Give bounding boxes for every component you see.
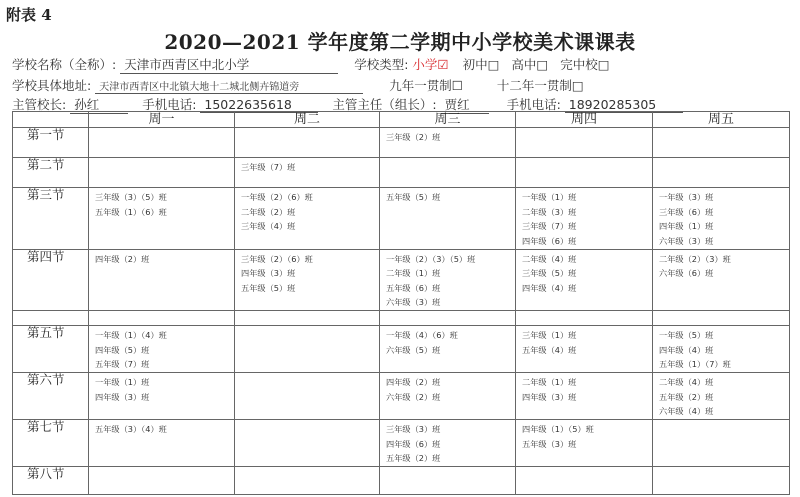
- schedule-cell: [235, 158, 380, 188]
- class-entry: 五年级（6）班: [386, 282, 441, 293]
- class-entry: 五年级（1）（7）班: [659, 359, 731, 370]
- header-day: 周五: [653, 112, 790, 128]
- period-label: 第五节: [13, 326, 89, 373]
- period-row: [13, 158, 790, 188]
- schedule-cell: [516, 326, 653, 373]
- header-corner: [13, 112, 89, 128]
- class-entry: 二年级（3）班: [522, 206, 577, 217]
- class-entry: 六年级（5）班: [386, 344, 441, 355]
- class-entry: 一年级（1）班: [95, 377, 150, 388]
- schedule-cell: [653, 373, 790, 420]
- class-entry: 四年级（1）（5）班: [522, 423, 594, 434]
- schedule-cell: [653, 326, 790, 373]
- period-row: [13, 326, 790, 373]
- type-high-option[interactable]: 高中□: [511, 57, 549, 72]
- schedule-cell: [380, 249, 516, 311]
- class-entry: 三年级（2）班: [386, 132, 441, 142]
- class-entry: 五年级（1）（6）班: [95, 206, 167, 217]
- principal-label: 主管校长:: [12, 97, 67, 112]
- class-entry: 一年级（5）班: [659, 330, 714, 341]
- director-label: 主管主任（组长）:: [332, 97, 437, 112]
- class-entry: 五年级（5）班: [241, 282, 296, 293]
- class-entry: 五年级（7）班: [95, 359, 150, 370]
- schedule-cell: [380, 188, 516, 250]
- class-entry: 一年级（2）（3）（5）班: [386, 253, 476, 264]
- class-entry: 四年级（1）班: [659, 221, 714, 232]
- class-entry: 三年级（5）班: [522, 268, 577, 279]
- period-label: 第八节: [13, 466, 89, 494]
- schedule-cell: [235, 419, 380, 466]
- schedule-cell: [89, 311, 235, 326]
- address-value: 天津市西青区中北镇大地十二城北侧卉锦道旁: [95, 78, 363, 94]
- schedule-cell: [235, 466, 380, 494]
- class-entry: 五年级（3）班: [522, 438, 577, 449]
- class-entry: 五年级（3）（4）班: [95, 423, 167, 434]
- schedule-cell: [89, 326, 235, 373]
- class-entry: 三年级（3）（5）班: [95, 192, 167, 203]
- schedule-cell: [380, 311, 516, 326]
- header-row: [13, 112, 790, 128]
- period-row: [13, 419, 790, 466]
- class-entry: 四年级（6）班: [386, 438, 441, 449]
- director-phone-label: 手机电话:: [506, 97, 561, 112]
- class-entry: 一年级（2）（6）班: [241, 192, 313, 203]
- schedule-cell: [235, 188, 380, 250]
- type-middle-option[interactable]: 初中□: [462, 57, 500, 72]
- period-row: [13, 128, 790, 158]
- class-entry: 六年级（3）班: [659, 235, 714, 246]
- schedule-cell: [89, 373, 235, 420]
- class-entry: 三年级（6）班: [659, 206, 714, 217]
- header-day: 周一: [89, 112, 235, 128]
- schedule-cell: [653, 419, 790, 466]
- school-name-label: 学校名称（全称）:: [12, 57, 117, 72]
- class-entry: 五年级（5）班: [386, 192, 441, 203]
- schedule-cell: [516, 419, 653, 466]
- schedule-cell: [516, 128, 653, 158]
- school-type-label: 学校类型:: [354, 57, 409, 72]
- schedule-cell: [380, 373, 516, 420]
- schedule-cell: [516, 249, 653, 311]
- class-entry: 六年级（3）班: [386, 297, 441, 308]
- schedule-cell: [653, 311, 790, 326]
- class-entry: 四年级（2）班: [95, 253, 150, 264]
- schedule-cell: [516, 466, 653, 494]
- class-entry: 四年级（3）班: [241, 268, 296, 279]
- class-entry: 二年级（1）班: [522, 377, 577, 388]
- class-entry: 六年级（2）班: [386, 391, 441, 402]
- class-entry: 四年级（3）班: [95, 391, 150, 402]
- class-entry: 一年级（4）（6）班: [386, 330, 458, 341]
- period-label: 第七节: [13, 419, 89, 466]
- period-label: 第三节: [13, 188, 89, 250]
- class-entry: 二年级（2）（3）班: [659, 253, 731, 264]
- class-entry: 二年级（4）班: [522, 253, 577, 264]
- schedule-cell: [89, 188, 235, 250]
- class-entry: 四年级（6）班: [522, 235, 577, 246]
- schedule-table: [12, 111, 790, 495]
- class-entry: 四年级（4）班: [522, 282, 577, 293]
- schedule-cell: [380, 128, 516, 158]
- period-label: 第二节: [13, 158, 89, 188]
- schedule-cell: [653, 158, 790, 188]
- class-entry: 三年级（7）班: [241, 162, 296, 173]
- principal-phone-label: 手机电话:: [142, 97, 197, 112]
- page-title: 2020—2021 学年度第二学期中小学校美术课课表: [164, 30, 636, 54]
- class-entry: 六年级（6）班: [659, 268, 714, 279]
- schedule-cell: [89, 158, 235, 188]
- address-line: [12, 76, 584, 94]
- schedule-cell: [235, 249, 380, 311]
- schedule-cell: [380, 419, 516, 466]
- principal-phone-value: 15022635618: [200, 97, 318, 113]
- class-entry: 五年级（2）班: [659, 391, 714, 402]
- period-label: [13, 311, 89, 326]
- period-label: 第四节: [13, 249, 89, 311]
- class-entry: 二年级（2）班: [241, 206, 296, 217]
- class-entry: 二年级（4）班: [659, 377, 714, 388]
- period-row: [13, 188, 790, 250]
- class-entry: 一年级（1）（4）班: [95, 330, 167, 341]
- schedule-cell: [235, 128, 380, 158]
- period-row: [13, 373, 790, 420]
- class-entry: 一年级（1）班: [522, 192, 577, 203]
- schedule-cell: [235, 311, 380, 326]
- schedule-cell: [89, 466, 235, 494]
- address-label: 学校具体地址:: [12, 78, 92, 93]
- principal-value: 孙红: [70, 95, 128, 114]
- class-entry: 三年级（3）班: [386, 423, 441, 434]
- schedule-cell: [516, 158, 653, 188]
- period-label: 第六节: [13, 373, 89, 420]
- appendix-label: 附表 4: [6, 6, 52, 24]
- schedule-cell: [235, 373, 380, 420]
- schedule-cell: [653, 466, 790, 494]
- schedule-cell: [380, 158, 516, 188]
- schedule-cell: [235, 326, 380, 373]
- class-entry: 三年级（4）班: [241, 221, 296, 232]
- schedule-cell: [653, 128, 790, 158]
- schedule-cell: [516, 373, 653, 420]
- director-value: 贾红: [441, 95, 489, 114]
- schedule-cell: [380, 326, 516, 373]
- schedule-cell: [516, 188, 653, 250]
- header-day: 周三: [380, 112, 516, 128]
- director-phone-value: 18920285305: [565, 97, 683, 113]
- schedule-cell: [89, 128, 235, 158]
- period-row: [13, 466, 790, 494]
- schedule-cell: [380, 466, 516, 494]
- class-entry: 三年级（1）班: [522, 330, 577, 341]
- nine-year-option[interactable]: 九年一贯制☐: [389, 78, 463, 93]
- class-entry: 四年级（5）班: [95, 344, 150, 355]
- class-entry: 三年级（7）班: [522, 221, 577, 232]
- schedule-cell: [653, 249, 790, 311]
- school-name-value: 天津市西青区中北小学: [120, 55, 338, 74]
- class-entry: 一年级（3）班: [659, 192, 714, 203]
- header-day: 周四: [516, 112, 653, 128]
- schedule-cell: [653, 188, 790, 250]
- header-day: 周二: [235, 112, 380, 128]
- class-entry: 四年级（4）班: [659, 344, 714, 355]
- class-entry: 四年级（2）班: [386, 377, 441, 388]
- period-label: 第一节: [13, 128, 89, 158]
- type-primary-option[interactable]: 小学☑: [412, 57, 449, 72]
- type-complete-option[interactable]: 完中校□: [560, 57, 610, 72]
- schedule-cell: [89, 249, 235, 311]
- class-entry: 三年级（2）（6）班: [241, 253, 313, 264]
- schedule-cell: [516, 311, 653, 326]
- twelve-year-option[interactable]: 十二年一贯制□: [496, 78, 584, 93]
- class-entry: 五年级（2）班: [386, 453, 441, 464]
- class-entry: 六年级（4）班: [659, 406, 714, 417]
- class-entry: 五年级（4）班: [522, 344, 577, 355]
- schedule-cell: [89, 419, 235, 466]
- school-name-line: [12, 55, 610, 74]
- class-entry: 二年级（1）班: [386, 268, 441, 279]
- spacer-row: [13, 311, 790, 326]
- class-entry: 四年级（3）班: [522, 391, 577, 402]
- period-row: [13, 249, 790, 311]
